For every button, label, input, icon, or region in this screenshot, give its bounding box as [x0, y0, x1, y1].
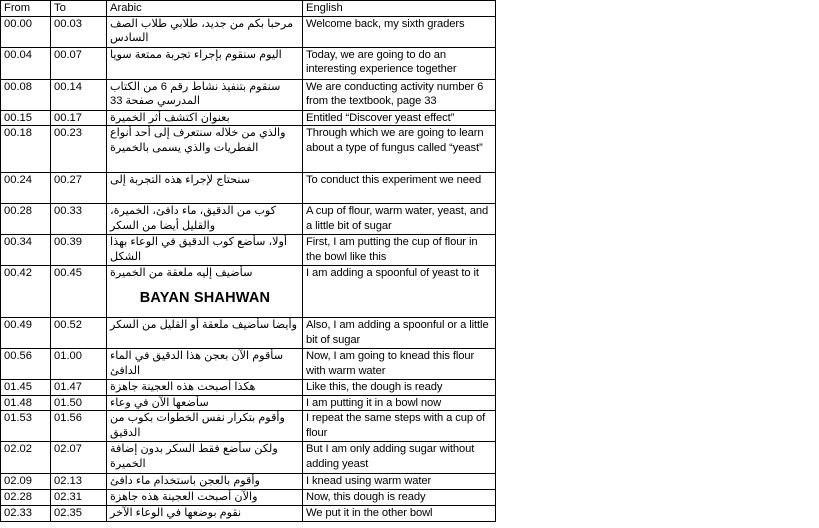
- cell-to[interactable]: 00.23: [51, 126, 107, 173]
- cell-from[interactable]: 00.24: [1, 173, 51, 204]
- cell-from[interactable]: 01.45: [1, 380, 51, 396]
- cell-arabic[interactable]: هكذا أصبحت هذه العجينة جاهزة: [107, 380, 303, 396]
- cell-from[interactable]: 01.53: [1, 411, 51, 442]
- cell-arabic[interactable]: اليوم سنقوم بإجراء تجربة ممتعة سويا: [107, 47, 303, 79]
- cell-arabic[interactable]: أولا، سأضع كوب الدقيق في الوعاء بهذا الشكل: [107, 235, 303, 266]
- cell-english[interactable]: I am putting it in a bowl now: [303, 395, 496, 411]
- cell-arabic[interactable]: سأقوم الآن بعجن هذا الدقيق في الماء الدافئ: [107, 349, 303, 380]
- cell-arabic[interactable]: بعنوان اكتشف أثر الخميرة: [107, 110, 303, 126]
- cell-arabic[interactable]: والذي من خلاله سنتعرف إلى أحد أنواع الفطريات والذي يسمى بالخميرة: [107, 126, 303, 173]
- cell-to[interactable]: 00.39: [51, 235, 107, 266]
- table-row: [1, 489, 496, 505]
- cell-from[interactable]: 00.28: [1, 204, 51, 235]
- cell-english[interactable]: I repeat the same steps with a cup of flour: [303, 411, 496, 442]
- cell-to[interactable]: 00.14: [51, 79, 107, 110]
- cell-english[interactable]: Today, we are going to do an interesting experience together: [303, 47, 496, 79]
- cell-from[interactable]: 00.42: [1, 266, 51, 318]
- cell-english[interactable]: Through which we are going to learn about a type of fungus called “yeast”: [303, 126, 496, 173]
- table-row: [1, 79, 496, 110]
- table-row: [1, 235, 496, 266]
- cell-arabic-text: سأضيف إليه ملعقة من الخميرة: [110, 267, 253, 279]
- cell-to[interactable]: 00.07: [51, 47, 107, 79]
- table-row: [1, 349, 496, 380]
- table-body: [1, 16, 496, 521]
- table-row: [1, 204, 496, 235]
- text-cursor: [0, 0, 1, 14]
- table-row: [1, 411, 496, 442]
- header-english[interactable]: English: [303, 1, 496, 17]
- cell-to[interactable]: 00.33: [51, 204, 107, 235]
- cell-from[interactable]: 00.18: [1, 126, 51, 173]
- cell-english[interactable]: Now, I am going to knead this flour with warm water: [303, 349, 496, 380]
- cell-arabic[interactable]: ولكن سأضع فقط السكر بدون إضافة الخميرة: [107, 442, 303, 474]
- cell-english[interactable]: We are conducting activity number 6 from the textbook, page 33: [303, 79, 496, 110]
- cell-to[interactable]: 00.52: [51, 318, 107, 349]
- cell-english[interactable]: Like this, the dough is ready: [303, 380, 496, 396]
- cell-from[interactable]: 02.02: [1, 442, 51, 474]
- cell-to[interactable]: 02.31: [51, 489, 107, 505]
- cell-from[interactable]: 00.49: [1, 318, 51, 349]
- cell-arabic[interactable]: وأقوم بتكرار نفس الخطوات بكوب من الدقيق: [107, 411, 303, 442]
- cell-to[interactable]: 02.35: [51, 505, 107, 521]
- cell-arabic[interactable]: وأيضا سأضيف ملعقة أو القليل من السكر: [107, 318, 303, 349]
- cell-from[interactable]: 00.34: [1, 235, 51, 266]
- cell-arabic[interactable]: سنحتاج لإجراء هذه التجربة إلى: [107, 173, 303, 204]
- table-row: [1, 266, 496, 318]
- cell-arabic[interactable]: سأضعها الآن في وعاء: [107, 395, 303, 411]
- table-row: [1, 318, 496, 349]
- cell-arabic[interactable]: سنقوم بتنفيذ نشاط رقم 6 من الكتاب المدرسي صفحة 33: [107, 79, 303, 110]
- cell-to[interactable]: 02.13: [51, 474, 107, 490]
- cell-english[interactable]: Also, I am adding a spoonful or a little bit of sugar: [303, 318, 496, 349]
- table-row: [1, 110, 496, 126]
- cell-english[interactable]: A cup of flour, warm water, yeast, and a little bit of sugar: [303, 204, 496, 235]
- header-from[interactable]: From: [1, 1, 51, 17]
- cell-from[interactable]: 00.15: [1, 110, 51, 126]
- cell-english[interactable]: Entitled “Discover yeast effect”: [303, 110, 496, 126]
- table-row: [1, 173, 496, 204]
- cell-english[interactable]: First, I am putting the cup of flour in the bowl like this: [303, 235, 496, 266]
- cell-english[interactable]: To conduct this experiment we need: [303, 173, 496, 204]
- cell-from[interactable]: 02.33: [1, 505, 51, 521]
- table-row: [1, 16, 496, 47]
- cell-english[interactable]: Now, this dough is ready: [303, 489, 496, 505]
- table-row: [1, 126, 496, 173]
- cell-to[interactable]: 01.00: [51, 349, 107, 380]
- table-row: [1, 380, 496, 396]
- cell-arabic[interactable]: نقوم بوضعها في الوعاء الآخر: [107, 505, 303, 521]
- header-to[interactable]: To: [51, 1, 107, 17]
- cell-to[interactable]: 00.03: [51, 16, 107, 47]
- cell-from[interactable]: 02.28: [1, 489, 51, 505]
- cell-arabic[interactable]: كوب من الدقيق، ماء دافئ، الخميرة، والقليل أيضا من السكر: [107, 204, 303, 235]
- table-row: [1, 47, 496, 79]
- table-row: [1, 395, 496, 411]
- table-header: [1, 1, 496, 17]
- header-arabic[interactable]: Arabic: [107, 1, 303, 17]
- cell-from[interactable]: 00.56: [1, 349, 51, 380]
- cell-to[interactable]: 02.07: [51, 442, 107, 474]
- cell-from[interactable]: 00.00: [1, 16, 51, 47]
- cell-to[interactable]: 00.45: [51, 266, 107, 318]
- cell-english[interactable]: We put it in the other bowl: [303, 505, 496, 521]
- cell-from[interactable]: 01.48: [1, 395, 51, 411]
- cell-arabic[interactable]: مرحبا بكم من جديد، طلابي طلاب الصف السادس: [107, 16, 303, 47]
- table-row: [1, 474, 496, 490]
- table-row: [1, 505, 496, 521]
- cell-to[interactable]: 01.47: [51, 380, 107, 396]
- cell-arabic[interactable]: والآن أصبحت العجينة هذه جاهزة: [107, 489, 303, 505]
- cell-arabic[interactable]: [107, 266, 303, 318]
- cell-english[interactable]: But I am only adding sugar without adding yeast: [303, 442, 496, 474]
- author-name-stamp: BAYAN SHAHWAN: [139, 289, 271, 306]
- table-row: [1, 442, 496, 474]
- header-row: [1, 1, 496, 17]
- cell-to[interactable]: 00.17: [51, 110, 107, 126]
- cell-english[interactable]: I am adding a spoonful of yeast to it: [303, 266, 496, 318]
- cell-english[interactable]: Welcome back, my sixth graders: [303, 16, 496, 47]
- cell-to[interactable]: 01.56: [51, 411, 107, 442]
- cell-to[interactable]: 00.27: [51, 173, 107, 204]
- cell-from[interactable]: 00.08: [1, 79, 51, 110]
- cell-from[interactable]: 00.04: [1, 47, 51, 79]
- cell-to[interactable]: 01.50: [51, 395, 107, 411]
- cell-from[interactable]: 02.09: [1, 474, 51, 490]
- cell-english[interactable]: I knead using warm water: [303, 474, 496, 490]
- cell-arabic[interactable]: وأقوم بالعجن باستخدام ماء دافئ: [107, 474, 303, 490]
